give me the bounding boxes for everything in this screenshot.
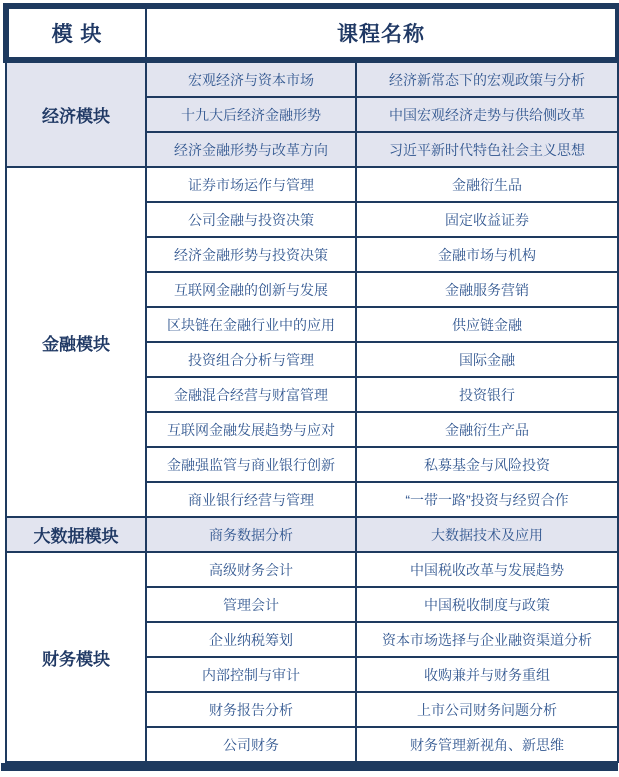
course-cell: 经济新常态下的宏观政策与分析 xyxy=(356,60,618,97)
course-cell: 国际金融 xyxy=(356,342,618,377)
course-cell: 宏观经济与资本市场 xyxy=(146,60,356,97)
course-cell: 中国税收制度与政策 xyxy=(356,587,618,622)
course-cell: 金融强监管与商业银行创新 xyxy=(146,447,356,482)
course-cell: 公司财务 xyxy=(146,727,356,762)
table-row xyxy=(6,167,618,202)
course-cell: 公司金融与投资决策 xyxy=(146,202,356,237)
course-cell: 资本市场选择与企业融资渠道分析 xyxy=(356,622,618,657)
course-cell: “一带一路”投资与经贸合作 xyxy=(356,482,618,517)
header-module-cell: 模 块 xyxy=(6,6,146,60)
module-cell-accounting: 财务模块 xyxy=(6,552,146,762)
course-cell: 中国宏观经济走势与供给侧改革 xyxy=(356,97,618,132)
course-cell: 经济金融形势与投资决策 xyxy=(146,237,356,272)
course-cell: 企业纳税筹划 xyxy=(146,622,356,657)
course-cell: 私募基金与风险投资 xyxy=(356,447,618,482)
course-cell: 财务管理新视角、新思维 xyxy=(356,727,618,762)
course-cell: 投资银行 xyxy=(356,377,618,412)
table-row xyxy=(6,552,618,587)
course-cell: 金融市场与机构 xyxy=(356,237,618,272)
course-cell: 管理会计 xyxy=(146,587,356,622)
course-cell: 中国税收改革与发展趋势 xyxy=(356,552,618,587)
course-cell: 收购兼并与财务重组 xyxy=(356,657,618,692)
course-cell: 习近平新时代特色社会主义思想 xyxy=(356,132,618,167)
course-cell: 金融服务营销 xyxy=(356,272,618,307)
course-cell: 金融混合经营与财富管理 xyxy=(146,377,356,412)
course-cell: 金融衍生产品 xyxy=(356,412,618,447)
course-cell: 财务报告分析 xyxy=(146,692,356,727)
course-cell: 互联网金融的创新与发展 xyxy=(146,272,356,307)
course-cell: 互联网金融发展趋势与应对 xyxy=(146,412,356,447)
course-cell: 区块链在金融行业中的应用 xyxy=(146,307,356,342)
course-cell: 金融衍生品 xyxy=(356,167,618,202)
course-cell: 内部控制与审计 xyxy=(146,657,356,692)
course-cell: 供应链金融 xyxy=(356,307,618,342)
course-cell: 证券市场运作与管理 xyxy=(146,167,356,202)
course-cell: 上市公司财务问题分析 xyxy=(356,692,618,727)
module-cell-economy: 经济模块 xyxy=(6,60,146,167)
table-row xyxy=(6,60,618,97)
course-table xyxy=(3,3,619,763)
course-cell: 商业银行经营与管理 xyxy=(146,482,356,517)
course-cell: 十九大后经济金融形势 xyxy=(146,97,356,132)
course-cell: 大数据技术及应用 xyxy=(356,517,618,552)
course-cell: 投资组合分析与管理 xyxy=(146,342,356,377)
header-course-cell: 课程名称 xyxy=(146,6,618,60)
bottom-border-bar xyxy=(1,763,618,771)
module-cell-bigdata: 大数据模块 xyxy=(6,517,146,552)
course-cell: 经济金融形势与改革方向 xyxy=(146,132,356,167)
course-cell: 固定收益证券 xyxy=(356,202,618,237)
header-row xyxy=(6,6,618,60)
course-cell: 商务数据分析 xyxy=(146,517,356,552)
module-cell-finance: 金融模块 xyxy=(6,167,146,517)
table-row xyxy=(6,517,618,552)
course-cell: 高级财务会计 xyxy=(146,552,356,587)
